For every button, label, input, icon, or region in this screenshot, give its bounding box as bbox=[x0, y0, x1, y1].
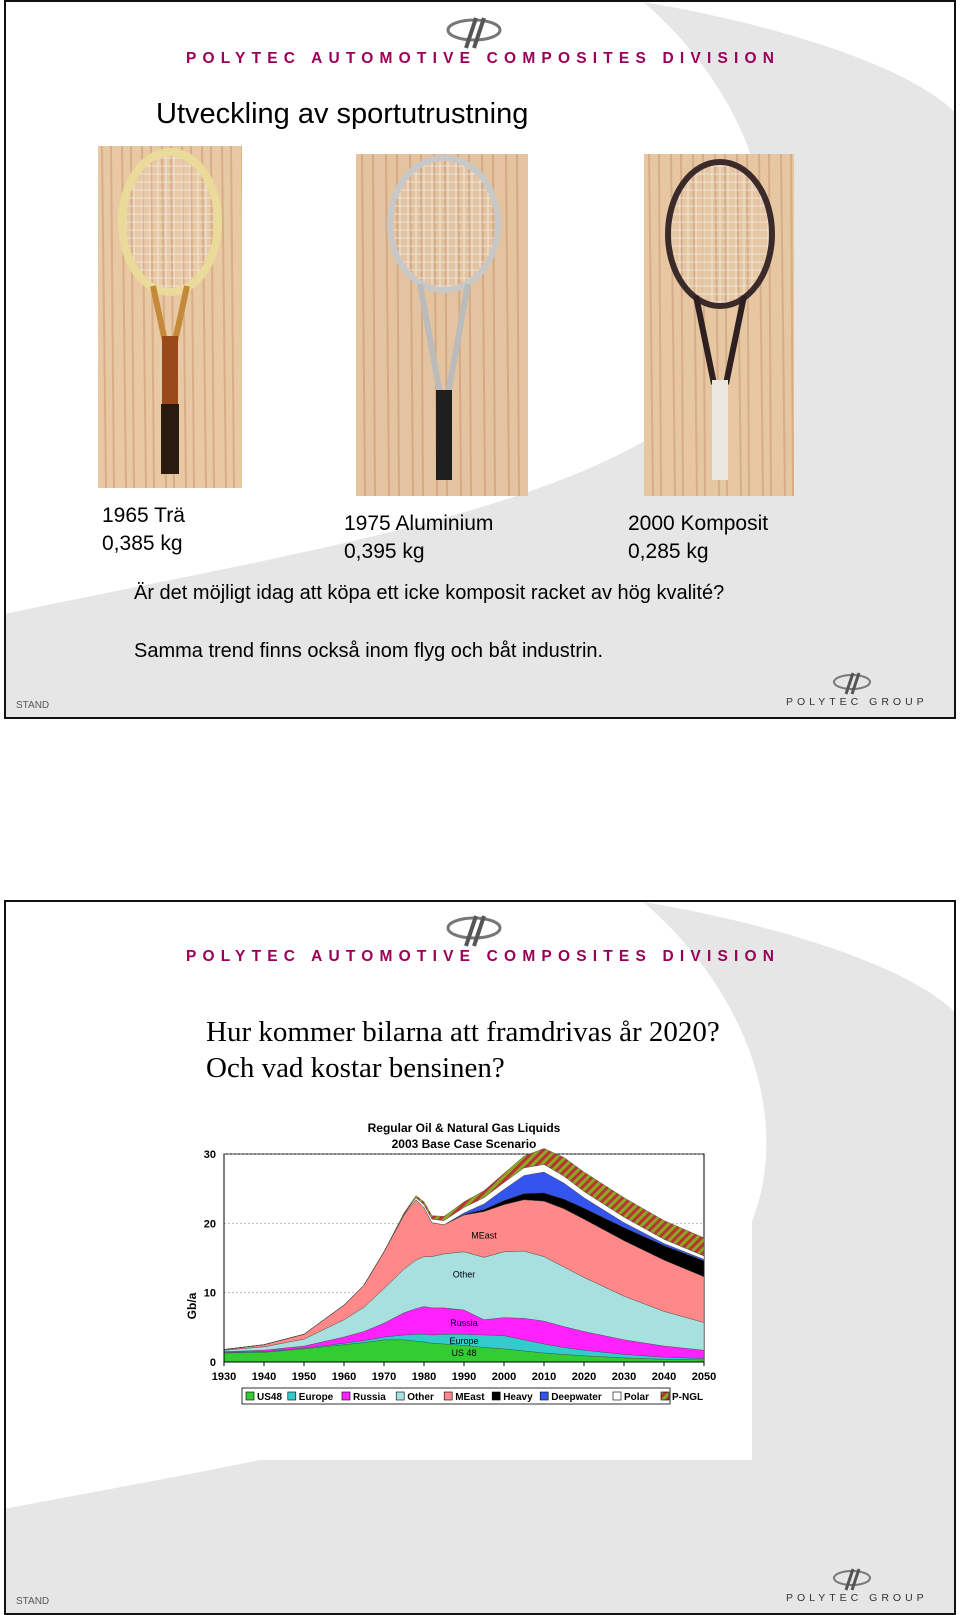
title-line-2: Och vad kostar bensinen? bbox=[206, 1052, 505, 1084]
racket-1-caption bbox=[102, 502, 185, 558]
footer-stand: STAND bbox=[16, 700, 50, 711]
x-tick-label: 1940 bbox=[251, 1371, 277, 1383]
racket-3-weight: 0,285 kg bbox=[628, 540, 709, 563]
x-tick-label: 2010 bbox=[531, 1371, 557, 1383]
y-tick-label: 0 bbox=[209, 1357, 216, 1369]
legend-swatch bbox=[246, 1392, 254, 1400]
x-tick-label: 1930 bbox=[211, 1371, 237, 1383]
racket-2-weight: 0,395 kg bbox=[344, 540, 425, 563]
polytec-logo-icon bbox=[446, 14, 502, 50]
composite-racket-photo bbox=[644, 154, 794, 496]
legend-label: Polar bbox=[624, 1392, 650, 1403]
racket-3-caption bbox=[628, 510, 768, 566]
legend-swatch bbox=[540, 1392, 548, 1400]
x-tick-label: 2030 bbox=[611, 1371, 637, 1383]
legend-swatch bbox=[661, 1392, 669, 1400]
legend-label: Russia bbox=[353, 1392, 386, 1403]
polytec-group-logo-icon bbox=[832, 1566, 872, 1592]
x-tick-label: 2050 bbox=[691, 1371, 717, 1383]
footer-polytec-group: POLYTEC GROUP bbox=[786, 696, 928, 708]
racket-2-caption bbox=[344, 510, 493, 566]
y-tick-label: 30 bbox=[203, 1149, 216, 1161]
legend-swatch bbox=[342, 1392, 350, 1400]
chart-annotation: Other bbox=[452, 1269, 476, 1280]
question-text: Är det möjligt idag att köpa ett icke komposit racket av hög kvalité? bbox=[134, 582, 725, 604]
slide-2-title bbox=[206, 1014, 720, 1086]
x-tick-label: 1960 bbox=[331, 1371, 357, 1383]
legend-label: Heavy bbox=[503, 1392, 533, 1403]
legend-label: Europe bbox=[298, 1392, 334, 1403]
wood-racket-photo bbox=[98, 146, 242, 488]
polytec-logo-icon bbox=[446, 912, 502, 948]
y-axis-label: Gb/a bbox=[185, 1292, 199, 1320]
chart-annotation: Europe bbox=[449, 1335, 479, 1346]
racket-3-label: 2000 Komposit bbox=[628, 512, 769, 535]
polytec-group-logo-icon bbox=[832, 670, 872, 696]
chart-subtitle: 2003 Base Case Scenario bbox=[391, 1137, 537, 1151]
oil-production-chart bbox=[176, 1112, 752, 1460]
title-line-1: Hur kommer bilarna att framdrivas år 2020? bbox=[206, 1016, 720, 1048]
chart-annotation: US 48 bbox=[451, 1347, 477, 1358]
legend-swatch bbox=[288, 1392, 296, 1400]
legend-label: Other bbox=[407, 1392, 434, 1403]
legend-label: MEast bbox=[455, 1392, 485, 1403]
footer-stand: STAND bbox=[16, 1596, 50, 1607]
legend-label: P-NGL bbox=[672, 1392, 704, 1403]
aluminium-racket-photo bbox=[356, 154, 528, 496]
slide-1 bbox=[4, 0, 956, 719]
y-tick-label: 10 bbox=[203, 1287, 216, 1300]
legend-swatch bbox=[396, 1392, 404, 1400]
x-tick-label: 1950 bbox=[291, 1371, 317, 1383]
racket-1-label: 1965 Trä bbox=[102, 504, 185, 527]
legend-label: US48 bbox=[257, 1392, 283, 1403]
x-tick-label: 1990 bbox=[451, 1371, 477, 1383]
legend-swatch bbox=[492, 1392, 500, 1400]
x-tick-label: 2040 bbox=[651, 1371, 677, 1383]
division-header: POLYTEC AUTOMOTIVE COMPOSITES DIVISION bbox=[186, 50, 781, 67]
x-tick-label: 1970 bbox=[371, 1371, 397, 1383]
legend-swatch bbox=[444, 1392, 452, 1400]
legend-swatch bbox=[613, 1392, 621, 1400]
x-tick-label: 2020 bbox=[571, 1371, 597, 1383]
racket-1-weight: 0,385 kg bbox=[102, 532, 183, 555]
racket-2-label: 1975 Aluminium bbox=[344, 512, 494, 535]
statement-text: Samma trend finns också inom flyg och båt industrin. bbox=[134, 640, 604, 662]
chart-annotation: Russia bbox=[450, 1317, 478, 1328]
footer-polytec-group: POLYTEC GROUP bbox=[786, 1592, 928, 1604]
slide-title: Utveckling av sportutrustning bbox=[156, 98, 529, 130]
x-tick-label: 1980 bbox=[411, 1371, 437, 1383]
chart-annotation: MEast bbox=[471, 1230, 497, 1241]
x-tick-label: 2000 bbox=[491, 1371, 517, 1383]
y-tick-label: 20 bbox=[203, 1218, 216, 1231]
legend-label: Deepwater bbox=[551, 1392, 602, 1403]
chart-title: Regular Oil & Natural Gas Liquids bbox=[367, 1121, 561, 1135]
division-header: POLYTEC AUTOMOTIVE COMPOSITES DIVISION bbox=[186, 948, 781, 965]
